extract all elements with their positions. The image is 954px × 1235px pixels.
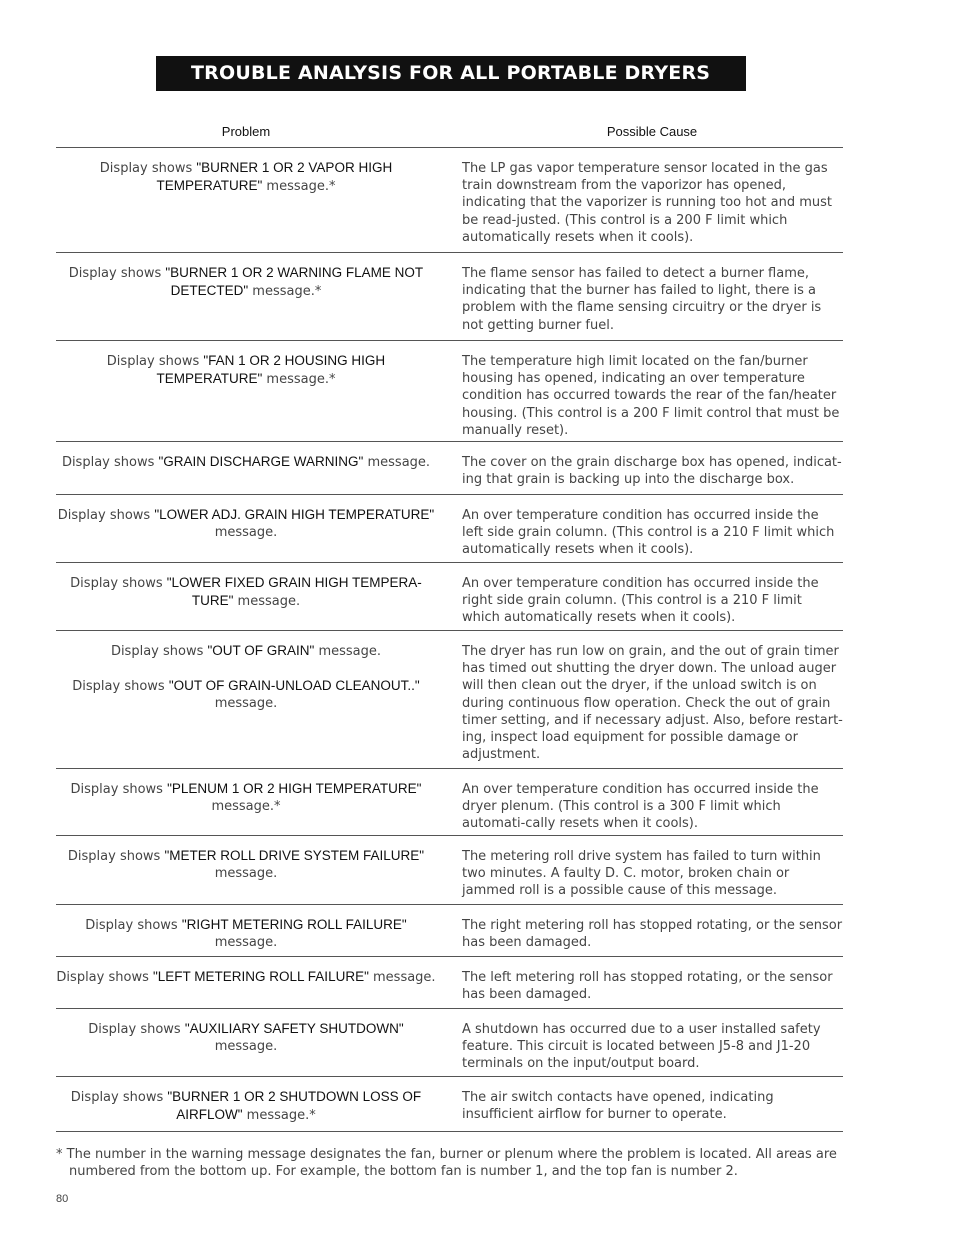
problem-cell [56, 836, 436, 904]
problem-prefix: Display shows [68, 266, 166, 281]
cause-cell: The temperature high limit located on the fan/burner housing has opened, indicating an over temperature condition has occurred towards the rear of the fan/heater housing. (This control is a 200 F limit control that must be manually reset). [462, 354, 840, 438]
problem-prefix: Display shows [61, 455, 159, 470]
problem-prefix: Display shows [57, 508, 155, 523]
cause-column-header: Possible Cause [606, 124, 698, 139]
cause-cell: An over temperature condition has occurred inside the dryer plenum. (This control is a 300 F limit which automati-cally resets when it cools). [462, 782, 819, 832]
problem-prefix: Display shows [85, 918, 182, 933]
problem-cell [56, 253, 436, 340]
display-message: "BURNER 1 OR 2 SHUTDOWN LOSS OF AIRFLOW" [167, 1089, 422, 1123]
problem-suffix: message.* [211, 799, 281, 815]
cause-cell: An over temperature condition has occurred inside the right side grain column. (This control is a 210 F limit which automatically resets when it cools). [462, 576, 819, 626]
display-message: "LOWER ADJ. GRAIN HIGH TEMPERATURE" [154, 507, 435, 522]
problem-prefix: Display shows [72, 679, 169, 695]
cause-cell: The dryer has run low on grain, and the out of grain timer has timed out shutting the dryer down. The unload auger will then clean out the dryer, if the unload switch is on during continuous flow operation. Check the out of grain timer setting, and if necessary adjust. Also, before restart-ing, inspect load equipment for possible damage or adjustment. [462, 644, 843, 763]
display-message: "FAN 1 OR 2 HOUSING HIGH TEMPERATURE" [156, 353, 386, 387]
problem-suffix: message. [314, 644, 382, 659]
display-message: "LEFT METERING ROLL FAILURE" [152, 969, 369, 984]
problem-column-header: Problem [221, 124, 271, 139]
cause-cell: The flame sensor has failed to detect a burner flame, indicating that the burner has failed to light, there is a problem with the flame sensing circuitry or the dryer is not getting burner fuel. [462, 266, 822, 333]
problem-cell [56, 563, 436, 630]
problem-cell [56, 631, 436, 768]
display-message: "OUT OF GRAIN-UNLOAD CLEANOUT.." [168, 678, 420, 694]
display-message: "GRAIN DISCHARGE WARNING" [158, 454, 364, 469]
problem-suffix: message. [368, 970, 436, 985]
problem-prefix: Display shows [88, 1022, 185, 1037]
problem-prefix: Display shows [70, 576, 167, 591]
problem-prefix: Display shows [67, 849, 165, 864]
table-row [56, 148, 843, 253]
footnote: * The number in the warning message designates the fan, burner or plenum where the problem is located. All areas are numbered from the bottom up. For example, the bottom fan is number 1, and the top fan is number 2. [56, 1147, 837, 1180]
problem-prefix: Display shows [70, 782, 168, 797]
cause-cell: The left metering roll has stopped rotating, or the sensor has been damaged. [462, 970, 833, 1003]
problem-suffix: message. [214, 866, 278, 882]
table-row [56, 442, 843, 495]
problem-cell [56, 148, 436, 252]
cause-cell: The air switch contacts have opened, indicating insufficient airflow for burner to operate. [462, 1090, 774, 1123]
table-row [56, 1077, 843, 1132]
display-message: "LOWER FIXED GRAIN HIGH TEMPERA-TURE" [166, 575, 422, 609]
display-message: "RIGHT METERING ROLL FAILURE" [181, 917, 407, 932]
cause-cell: A shutdown has occurred due to a user installed safety feature. This circuit is located between J5-8 and J1-20 terminals on the input/output board. [462, 1022, 821, 1072]
problem-suffix: message. [214, 696, 278, 712]
display-message: "BURNER 1 OR 2 VAPOR HIGH TEMPERATURE" [156, 160, 393, 194]
table-row [56, 341, 843, 442]
table-row [56, 253, 843, 341]
second-message-line [56, 677, 436, 712]
problem-suffix: message. [214, 525, 278, 541]
problem-suffix: message. [214, 1039, 278, 1055]
problem-suffix: message.* [262, 179, 336, 195]
table-row [56, 905, 843, 957]
table-row [56, 495, 843, 563]
problem-cell [56, 957, 436, 1008]
problem-suffix: message. [233, 594, 301, 610]
problem-cell [56, 1009, 436, 1076]
cause-cell: The LP gas vapor temperature sensor located in the gas train downstream from the vaporizor has opened, indicating that the vaporizer is running too hot and must be read-justed. (This control is a 200 F limit which automatically resets when it cools). [462, 161, 833, 245]
table-row [56, 631, 843, 769]
display-message: "BURNER 1 OR 2 WARNING FLAME NOT DETECTED" [165, 265, 424, 299]
page-title: TROUBLE ANALYSIS FOR ALL PORTABLE DRYERS [156, 56, 746, 91]
cause-cell: The right metering roll has stopped rotating, or the sensor has been damaged. [462, 918, 843, 951]
table-row [56, 836, 843, 905]
problem-prefix: Display shows [70, 1090, 168, 1105]
page-number: 80 [56, 1193, 69, 1205]
display-message: "METER ROLL DRIVE SYSTEM FAILURE" [164, 848, 425, 863]
problem-prefix: Display shows [56, 970, 153, 985]
display-message: "OUT OF GRAIN" [207, 643, 315, 658]
problem-prefix: Display shows [106, 354, 204, 369]
problem-suffix: message. [214, 935, 278, 951]
problem-suffix: message.* [248, 284, 322, 300]
problem-cell [56, 905, 436, 956]
table-row [56, 957, 843, 1009]
problem-prefix: Display shows [99, 161, 197, 176]
display-message: "AUXILIARY SAFETY SHUTDOWN" [184, 1021, 404, 1036]
problem-cell [56, 1077, 436, 1131]
cause-cell: The metering roll drive system has failed to turn within two minutes. A faulty D. C. motor, broken chain or jammed roll is a possible cause of this message. [462, 849, 821, 899]
trouble-table [56, 147, 843, 1132]
problem-cell [56, 769, 436, 835]
display-message: "PLENUM 1 OR 2 HIGH TEMPERATURE" [167, 781, 422, 796]
table-row [56, 563, 843, 631]
problem-suffix: message. [363, 455, 431, 470]
problem-cell [56, 442, 436, 494]
problem-cell [56, 341, 436, 441]
problem-suffix: message.* [262, 372, 336, 388]
table-row [56, 1009, 843, 1077]
cause-cell: The cover on the grain discharge box has opened, indicat-ing that grain is backing up into the discharge box. [462, 455, 842, 488]
problem-suffix: message.* [242, 1108, 316, 1124]
problem-cell [56, 495, 436, 562]
table-row [56, 769, 843, 836]
problem-prefix: Display shows [110, 644, 208, 659]
cause-cell: An over temperature condition has occurred inside the left side grain column. (This control is a 210 F limit which automatically resets when it cools). [462, 508, 835, 558]
